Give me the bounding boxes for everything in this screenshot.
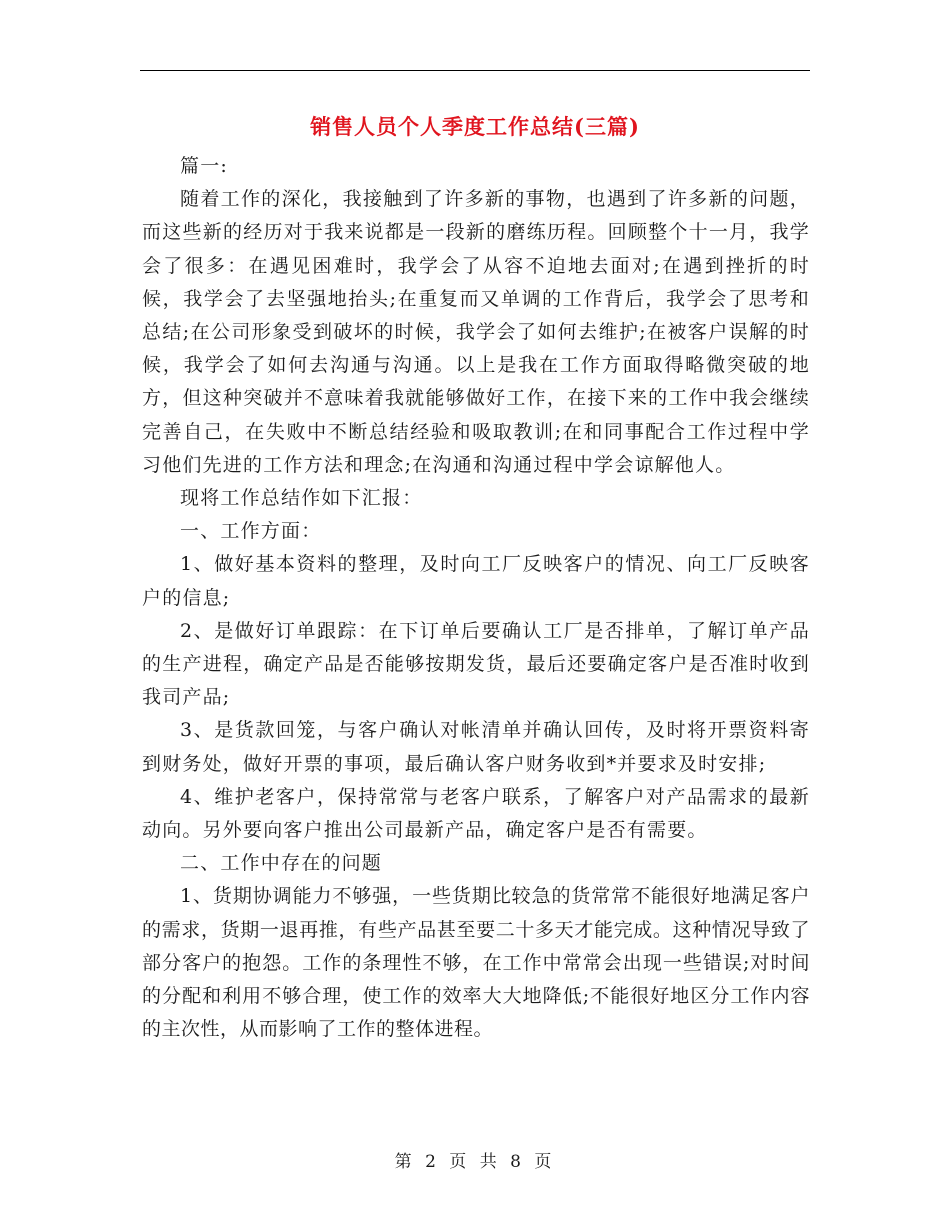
header-rule	[140, 70, 810, 71]
paragraph-problem-1: 1、货期协调能力不够强，一些货期比较急的货常常不能很好地满足客户的需求，货期一退再推，有些产品甚至要二十多天才能完成。这种情况导致了部分客户的抱怨。工作的条理性不够，在工作中常常会出现一些错误;对时间的分配和利用不够合理，使工作的效率大大地降低;不能很好地区分工作内容的主次性，从而影响了工作的整体进程。	[142, 885, 810, 1041]
document-title: 销售人员个人季度工作总结(三篇)	[310, 114, 640, 139]
paragraph-item-1: 1、做好基本资料的整理，及时向工厂反映客户的情况、向工厂反映客户的信息;	[142, 553, 810, 609]
heading-problems: 二、工作中存在的问题	[180, 852, 383, 875]
paragraph-item-3: 3、是货款回笼，与客户确认对帐清单并确认回传，及时将开票资料寄到财务处，做好开票的事项，最后确认客户财务收到*并要求及时安排;	[142, 719, 810, 775]
paragraph-item-2: 2、是做好订单跟踪：在下订单后要确认工厂是否排单，了解订单产品的生产进程，确定产品是否能够按期发货，最后还要确定客户是否准时收到我司产品;	[142, 619, 810, 709]
heading-work-aspects: 一、工作方面：	[180, 520, 322, 543]
paragraph-section-label: 篇一:	[180, 155, 229, 177]
paragraph-intro: 随着工作的深化，我接触到了许多新的事物，也遇到了许多新的问题，而这些新的经历对于我来说都是一段新的磨练历程。回顾整个十一月，我学会了很多：在遇见困难时，我学会了从容不迫地去面对;在遇到挫折的时候，我学会了去坚强地抬头;在重复而又单调的工作背后，我学会了思考和总结;在公司形象受到破坏的时候，我学会了如何去维护;在被客户误解的时候，我学会了如何去沟通与沟通。以上是我在工作方面取得略微突破的地方，但这种突破并不意味着我就能够做好工作，在接下来的工作中我会继续完善自己，在失败中不断总结经验和吸取教训;在和同事配合工作过程中学习他们先进的工作方法和理念;在沟通和沟通过程中学会谅解他人。	[142, 188, 810, 476]
page-number: 第 2 页 共 8 页	[394, 1152, 556, 1172]
paragraph-item-4: 4、维护老客户，保持常常与老客户联系，了解客户对产品需求的最新动向。另外要向客户推出公司最新产品，确定客户是否有需要。	[142, 785, 810, 842]
paragraph-report-lead: 现将工作总结作如下汇报：	[180, 487, 423, 510]
document-body	[142, 150, 810, 1046]
